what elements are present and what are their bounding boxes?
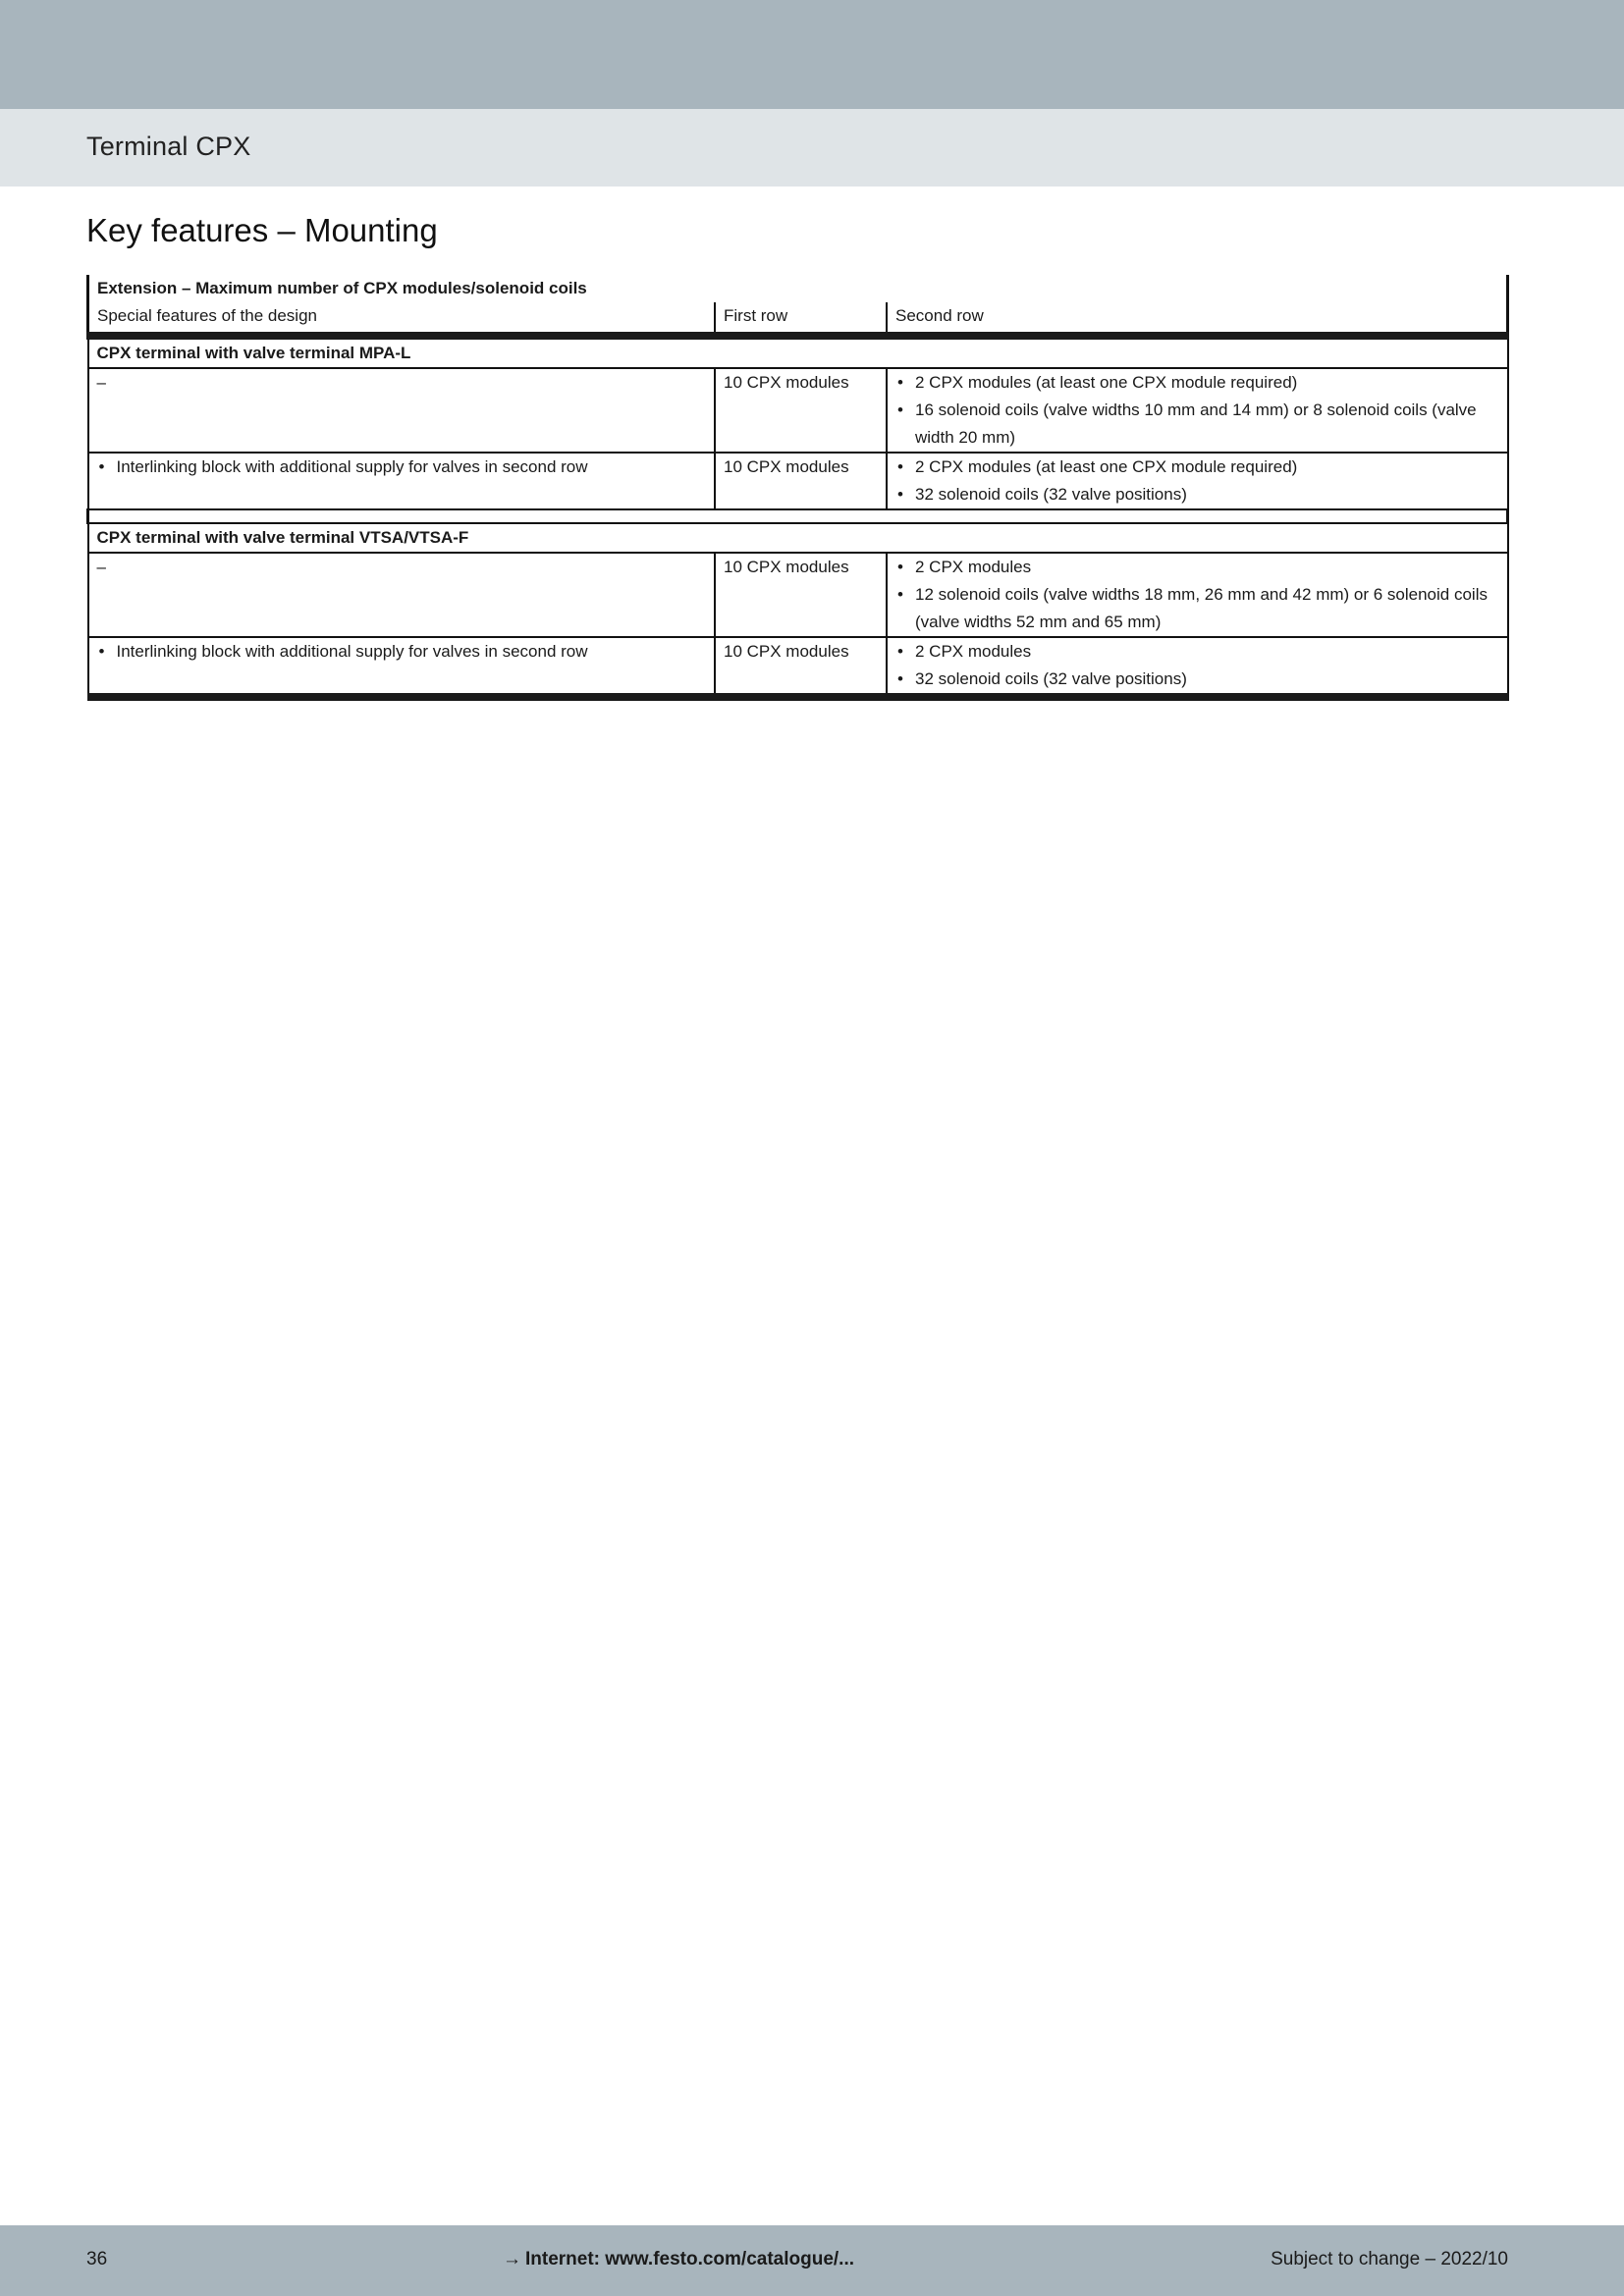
second-row-cell bbox=[887, 368, 1508, 453]
first-row-cell: 10 CPX modules bbox=[715, 368, 887, 453]
col-header-features: Special features of the design bbox=[88, 302, 716, 336]
arrow-right-icon: → bbox=[503, 2249, 521, 2269]
list-item: • 32 solenoid coils (32 valve positions) bbox=[895, 481, 1499, 508]
second-row-cell bbox=[887, 453, 1508, 509]
group-spacer bbox=[88, 509, 1508, 523]
feature-cell: – bbox=[88, 553, 716, 637]
features-table bbox=[86, 275, 1509, 701]
group-title-mpa-l: CPX terminal with valve terminal MPA-L bbox=[88, 336, 1508, 368]
group-title-vtsa: CPX terminal with valve terminal VTSA/VTSA-F bbox=[88, 523, 1508, 553]
list-item: • Interlinking block with additional supply for valves in second row bbox=[97, 454, 707, 481]
second-row-cell bbox=[887, 553, 1508, 637]
list-item: • 16 solenoid coils (valve widths 10 mm and 14 mm) or 8 solenoid coils (valve width 20 mm) bbox=[895, 397, 1499, 452]
page-number: 36 bbox=[86, 2249, 108, 2269]
section-title: Key features – Mounting bbox=[86, 212, 438, 248]
feature-cell: – bbox=[88, 368, 716, 453]
list-item: • 2 CPX modules (at least one CPX module required) bbox=[895, 454, 1499, 481]
first-row-cell: 10 CPX modules bbox=[715, 553, 887, 637]
first-row-cell: 10 CPX modules bbox=[715, 637, 887, 697]
list-item: • 2 CPX modules (at least one CPX module required) bbox=[895, 369, 1499, 397]
col-header-second-row: Second row bbox=[887, 302, 1508, 336]
second-row-cell bbox=[887, 637, 1508, 697]
doc-title: Terminal CPX bbox=[86, 132, 251, 161]
list-item: • 2 CPX modules bbox=[895, 554, 1499, 581]
internet-link-text: Internet: www.festo.com/catalogue/... bbox=[525, 2249, 855, 2269]
list-item: • 32 solenoid coils (32 valve positions) bbox=[895, 666, 1499, 693]
col-header-first-row: First row bbox=[715, 302, 887, 336]
table-title: Extension – Maximum number of CPX modules/solenoid coils bbox=[88, 275, 1508, 302]
footer-band bbox=[0, 2225, 1624, 2296]
list-item: • 2 CPX modules bbox=[895, 638, 1499, 666]
list-item: • Interlinking block with additional supply for valves in second row bbox=[97, 638, 707, 666]
feature-cell bbox=[88, 637, 716, 697]
feature-cell bbox=[88, 453, 716, 509]
subject-to-change: Subject to change – 2022/10 bbox=[1271, 2249, 1508, 2269]
internet-link[interactable] bbox=[503, 2249, 854, 2270]
first-row-cell: 10 CPX modules bbox=[715, 453, 887, 509]
list-item: • 12 solenoid coils (valve widths 18 mm, 26 mm and 42 mm) or 6 solenoid coils (valve widths 52 mm and 65 mm) bbox=[895, 581, 1499, 636]
header-band bbox=[0, 0, 1624, 109]
